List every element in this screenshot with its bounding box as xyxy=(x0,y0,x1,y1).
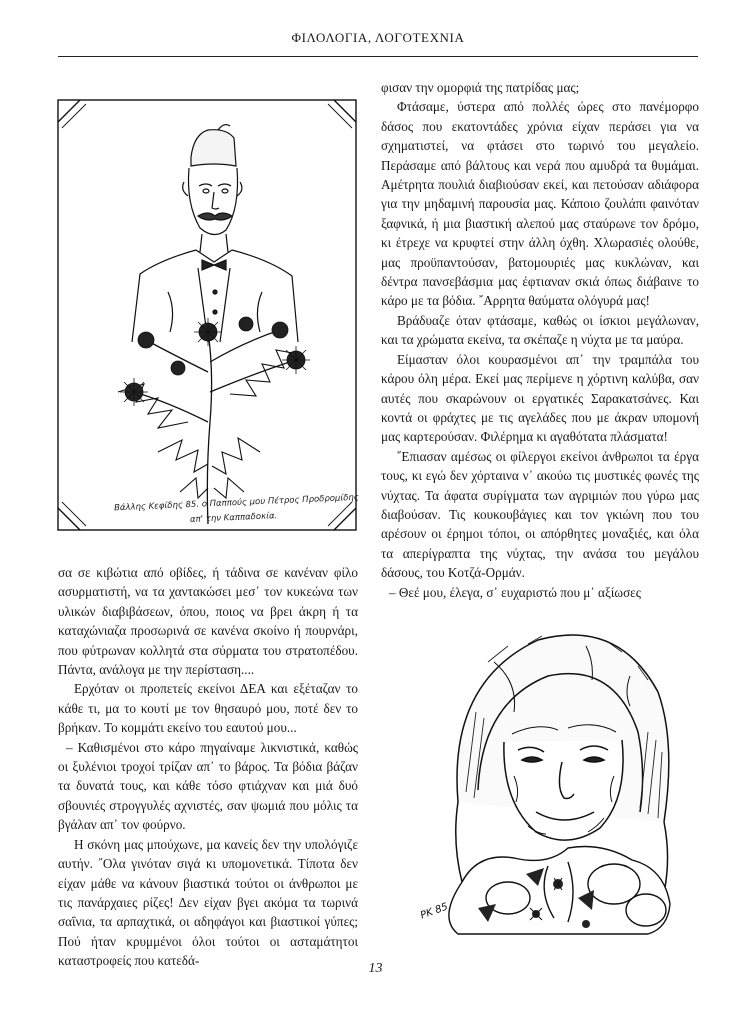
page-number: 13 xyxy=(368,961,383,976)
paragraph: φισαν την ομορφιά της πατρίδας μας; xyxy=(381,80,580,95)
drawing-caption-line1: Βάλλης Κεφίδης 85. ο Παππούς μου Πέτρος Προδρομίδης xyxy=(113,492,360,514)
running-header: ΦΙΛΟΛΟΓΙΑ, ΛΟΓΟΤΕΧΝΙΑ xyxy=(291,30,465,45)
paragraph: Φτάσαμε, ύστερα από πολλές ώρες στο πανέμορφο δάσος που εκατοντάδες χρόνια είχαν περάσει για να σχηματιστεί, να φτάσει στο τωρινό του μεγαλείο. Περάσαμε από βάλτους και νερά που αμυδρά τα θυμάμαι. Αμέτρητα πουλιά διαβιούσαν εκεί, και πετούσαν αδιάφορα για την μηδαμινή παρουσία μας. Κάποιο ζουλάπι φαινόταν ξαφνικά, ή μια βιαστική αλεπού μας σταύρωνε τον δρόμο, κι έτρεχε να κρυφτεί στην άλλη όχθη. Χλωρασιές ολούθε, μας προϋπαντούσαν, βατομουριές μας κυκλώναν, και δέντρα πανσεβάσμια μας έφτιαναν σκιά όπως διάβαινε το κάρο με τα βόδια. ῎Αρρητα θαύματα ολόγυρά μας! xyxy=(381,99,699,309)
drawing-caption-line2: απ' την Καππαδοκία. xyxy=(189,511,278,525)
paragraph: Ερχόταν οι προπετείς εκείνοι ΔΕΑ και εξέταζαν το κάθε τι, μα το κουτί με τον θησαυρό μου, ποτέ δεν το βρήκαν. Το κομμάτι εκείνο του εαυτού μου... xyxy=(58,681,358,736)
left-text-column xyxy=(58,563,358,971)
paragraph: – Καθισμένοι στο κάρο πηγαίναμε λικνιστικά, καθώς οι ξυλένιοι τροχοί τρίζαν απ᾽ το βάρος. Τα βόδια βάζαν τα δυνατά τους, και κάθε τόσο φτιάχναν και μιά δυό σβουνιές στρογγυλές αχνιστές, σαν ψωμιά που μόλις τα βγάλαν απ᾽ τον φούρνο. xyxy=(58,739,358,833)
paragraph: Είμασταν όλοι κουρασμένοι απ᾽ την τραμπάλα του κάρου όλη μέρα. Εκεί μας περίμενε η χόρτινη καλύβα, σαν αυτές που σκαρώνουν οι εργατικές Σαρακατσάνες. Και κοντά οι φράχτες με τις αγελάδες που με άκραν υπομονή μας καρτερούσαν. Φιλέρημα κι αγαθότατα πλάσματα! xyxy=(381,351,699,445)
paragraph: Η σκόνη μας μπούχωνε, μα κανείς δεν την υπολόγιζε αυτήν. ῎Ολα γινόταν σιγά κι υπομονετικά. Τίποτα δεν είχαν μάθε να κάνουν βιαστικά τούτοι οι άνθρωποι με τις πανάρχαιες ρίζες! Δεν είχαν βγει ακόμα τα τωρινά σαΐνια, τα αρπαχτικά, οι αδηφάγοι και βιαστικοί γύπες; Πού ήταν κρυμμένοι όλοι τούτοι οι ασταμάτητοι καταστροφείς που κατεδά- xyxy=(58,836,358,969)
header-rule xyxy=(58,56,698,57)
paragraph: – Θεέ μου, έλεγα, σ᾽ ευχαριστώ που μ᾽ αξίωσες xyxy=(389,584,641,600)
portrait-illustration xyxy=(48,92,366,538)
paragraph: Βράδυαζε όταν φτάσαμε, καθώς οι ίσκιοι μεγάλωναν, και τα χρώματα εκείνα, τα σκέπαζε η νύχτα με τα μαύρα. xyxy=(381,312,699,348)
paragraph: σα σε κιβώτια από οβίδες, ή τάδινα σε κανέναν φίλο ασυρματιστή, να τα χαντακώσει μεσ᾽ τον κυκεώνα των υλικών διαβιβάσεων, όπου, ποιος να βρει άκρη ή τα καταχώνιαζα προσωρινά σε κανένα σκοίνο ή πουρνάρι, που φύτρωναν κολλητά στα σύρματα του στρατοπέδου. Πάντα, ανάλογα με την περίσταση.... xyxy=(58,565,358,678)
right-text-column xyxy=(381,78,699,602)
paragraph: ῎Επιασαν αμέσως οι φίλεργοι εκείνοι άνθρωποι τα έργα τους, κι εγώ δεν χόρταινα ν᾽ ακούω τις μυστικές φωνές της νύχτας. Τα άφατα συρίγματα των αγριμιών που γύρω μας διαβούσαν. Τις κουκουβάγιες και τον γκιώνη που του αρέσουν οι έρημοι τόποι, οι απόρθητες μοναξιές, και όλα τα απερίγραπτα της νύχτας, την ανάσα του μεγάλου δάσους, του Κοτζά-Ορμάν. xyxy=(381,448,699,581)
artist-signature: ΡΚ 85 xyxy=(418,901,450,922)
old-woman-illustration xyxy=(418,622,680,938)
